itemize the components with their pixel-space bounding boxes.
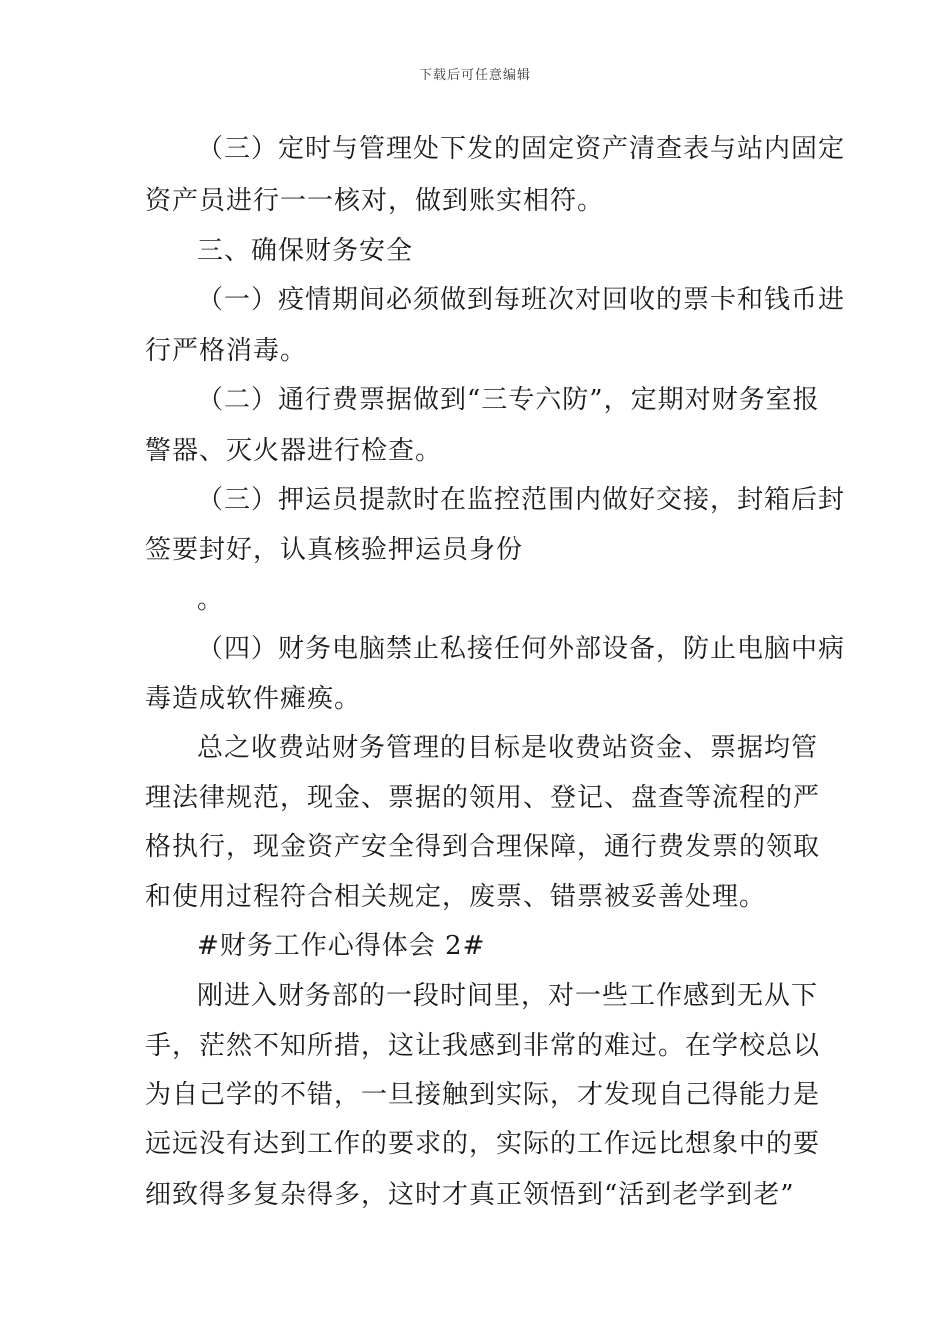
text-line: 总之收费站财务管理的目标是收费站资金、票据均管 — [197, 733, 819, 763]
text-line: 资产员进行一一核对，做到账实相符。 — [145, 186, 605, 216]
text-line: #财务工作心得体会 2# — [197, 931, 486, 961]
text-line: 和使用过程符合相关规定，废票、错票被妥善处理。 — [145, 882, 767, 912]
text-line: 签要封好，认真核验押运员身份 — [145, 535, 524, 565]
text-line: （四）财务电脑禁止私接任何外部设备，防止电脑中病 — [197, 634, 846, 664]
text-line: 理法律规范，现金、票据的领用、登记、盘查等流程的严 — [145, 783, 821, 813]
text-line: 远远没有达到工作的要求的，实际的工作远比想象中的要 — [145, 1129, 821, 1159]
text-line: 刚进入财务部的一段时间里，对一些工作感到无从下 — [197, 981, 819, 1011]
text-line: 手，茫然不知所措，这让我感到非常的难过。在学校总以 — [145, 1031, 821, 1061]
text-line: （一）疫情期间必须做到每班次对回收的票卡和钱币进 — [197, 285, 846, 315]
text-line: 。 — [197, 585, 225, 615]
page-header: 下载后可任意编辑 — [418, 68, 531, 83]
text-line: 警器、灭火器进行检查。 — [145, 436, 443, 466]
text-line: 行严格消毒。 — [145, 336, 308, 366]
text-line: 毒造成软件瘫痪。 — [145, 684, 362, 714]
text-line: （二）通行费票据做到“三专六防”，定期对财务室报 — [197, 385, 820, 415]
text-line: 为自己学的不错，一旦接触到实际，才发现自己得能力是 — [145, 1080, 821, 1110]
text-line: 三、确保财务安全 — [197, 236, 414, 266]
text-line: （三）押运员提款时在监控范围内做好交接，封箱后封 — [197, 485, 846, 515]
text-line: 细致得多复杂得多，这时才真正领悟到“活到老学到老” — [145, 1180, 795, 1210]
text-line: 格执行，现金资产安全得到合理保障，通行费发票的领取 — [145, 832, 821, 862]
text-line: （三）定时与管理处下发的固定资产清查表与站内固定 — [197, 134, 846, 164]
